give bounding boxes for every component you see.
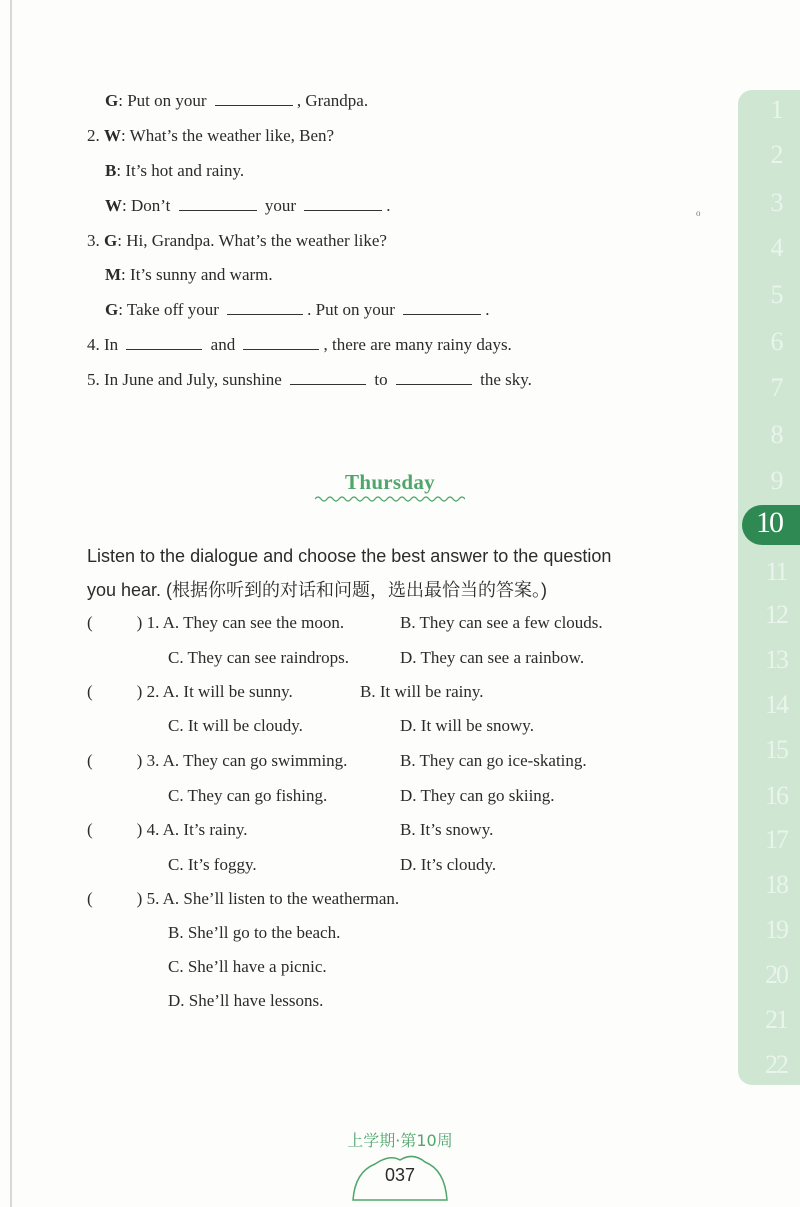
binding-edge [10,0,12,1207]
item-number: 4. [87,335,100,354]
question-3-option-b[interactable]: B. They can go ice-skating. [400,751,587,770]
answer-paren[interactable]: ( [87,889,93,908]
dialogue-line-7: G: Take off your . Put on your . [105,300,490,319]
speaker: M [105,265,122,284]
answer-blank[interactable] [403,300,481,315]
question-1-option-d[interactable]: D. They can see a rainbow. [400,648,585,667]
speaker: B [105,161,117,180]
answer-blank[interactable] [215,91,293,106]
text: It’s hot and rainy. [125,161,245,180]
week-tab-18[interactable]: 18 [765,870,787,899]
answer-blank[interactable] [179,196,257,211]
text: In [104,335,119,354]
text: , Grandpa. [296,91,369,110]
question-3-option-c[interactable]: C. They can go fishing. [168,786,328,805]
question-5-option-d[interactable]: D. She’ll have lessons. [168,991,324,1010]
week-tab-4[interactable]: 4 [770,233,782,262]
question-1-option-c[interactable]: C. They can see raindrops. [168,648,349,667]
page-number: 037 [384,1165,416,1185]
text: the sky. [480,370,532,389]
stray-mark: o [696,208,701,218]
text: and [210,335,236,354]
question-4 [87,819,247,841]
text: your [264,196,297,215]
answer-paren[interactable]: ( [87,682,93,701]
dialogue-line-5: 3. G: Hi, Grandpa. What’s the weather like? [87,231,387,250]
item-number: 3. [87,231,100,250]
option-a[interactable]: ) 5. A. She’ll listen to the weatherman. [136,889,400,908]
text: Hi, Grandpa. What’s the weather like? [126,231,387,250]
week-tab-17[interactable]: 17 [765,825,787,854]
option-a[interactable]: ) 1. A. They can see the moon. [136,613,345,632]
speaker: W [104,126,121,145]
answer-paren[interactable]: ( [87,751,93,770]
question-4-option-b[interactable]: B. It’s snowy. [400,820,494,839]
question-5-option-b[interactable]: B. She’ll go to the beach. [168,923,341,942]
dialogue-line-4: W: Don’t your . [105,196,391,215]
section-header [310,470,470,503]
week-tab-12[interactable]: 12 [765,600,787,629]
answer-blank[interactable] [290,370,366,385]
week-tab-5[interactable]: 5 [770,280,782,309]
item-number: 2. [87,126,100,145]
question-2-option-b[interactable]: B. It will be rainy. [360,682,484,701]
week-tab-1[interactable]: 1 [770,95,782,124]
text: In June and July, sunshine [104,370,282,389]
answer-blank[interactable] [126,335,202,350]
text: , there are many rainy days. [323,335,512,354]
week-tab-21[interactable]: 21 [765,1005,787,1034]
text: to [374,370,388,389]
question-5 [87,888,399,910]
answer-blank[interactable] [304,196,382,211]
text: . [386,196,391,215]
speaker: W [105,196,122,215]
week-tab-16[interactable]: 16 [765,781,787,810]
answer-blank[interactable] [227,300,303,315]
week-tab-7[interactable]: 7 [770,373,782,402]
text: Take off your [126,300,219,319]
text: Put on your [127,91,207,110]
question-3-option-d[interactable]: D. They can go skiing. [400,786,555,805]
week-tab-22[interactable]: 22 [765,1050,787,1079]
week-tab-14[interactable]: 14 [765,690,787,719]
week-tab-19[interactable]: 19 [765,915,787,944]
question-1-option-b[interactable]: B. They can see a few clouds. [400,613,603,632]
option-a[interactable]: ) 3. A. They can go swimming. [136,751,348,770]
footer-label: 上学期·第10周 [347,1131,453,1150]
fill-line-4 [87,334,512,356]
question-2 [87,681,293,703]
section-title: Thursday [345,470,435,494]
speaker: G [104,231,118,250]
week-tab-13[interactable]: 13 [765,645,787,674]
dialogue-line-2: 2. W: What’s the weather like, Ben? [87,126,335,145]
week-tab-8[interactable]: 8 [770,420,782,449]
text: Don’t [130,196,171,215]
answer-paren[interactable]: ( [87,613,93,632]
week-tab-15[interactable]: 15 [765,735,787,764]
question-5-option-c[interactable]: C. She’ll have a picnic. [168,957,327,976]
instruction-line-1: Listen to the dialogue and choose the best answer to the question [87,546,612,566]
instruction-line-2: you hear. (根据你听到的对话和问题，选出最恰当的答案。) [87,580,548,600]
question-2-option-d[interactable]: D. It will be snowy. [400,716,534,735]
week-tab-9[interactable]: 9 [770,466,782,495]
week-tab-20[interactable]: 20 [765,960,787,989]
week-tab-11[interactable]: 11 [765,557,787,586]
question-1 [87,612,344,634]
question-3 [87,750,347,772]
question-4-option-c[interactable]: C. It’s foggy. [168,855,257,874]
question-4-option-d[interactable]: D. It’s cloudy. [400,855,497,874]
text: . [485,300,490,319]
wave-underline-icon [315,495,465,503]
dialogue-line-3: B: It’s hot and rainy. [105,161,245,180]
answer-blank[interactable] [243,335,319,350]
text: It’s sunny and warm. [130,265,273,284]
active-week-tab-label: 10 [756,506,782,539]
dialogue-line-1: G: Put on your , Grandpa. [105,91,369,110]
item-number: 5. [87,370,100,389]
speaker: G [105,91,119,110]
fill-line-5 [87,369,532,391]
answer-blank[interactable] [396,370,472,385]
option-a[interactable]: ) 4. A. It’s rainy. [136,820,248,839]
option-a[interactable]: ) 2. A. It will be sunny. [136,682,293,701]
speaker: G [105,300,119,319]
week-tab-3[interactable]: 3 [770,188,782,217]
question-2-option-c[interactable]: C. It will be cloudy. [168,716,303,735]
answer-paren[interactable]: ( [87,820,93,839]
week-tab-2[interactable]: 2 [770,140,782,169]
dialogue-line-6: M: It’s sunny and warm. [105,265,273,284]
text: . Put on your [307,300,395,319]
week-tab-6[interactable]: 6 [770,327,782,356]
text: What’s the weather like, Ben? [129,126,335,145]
